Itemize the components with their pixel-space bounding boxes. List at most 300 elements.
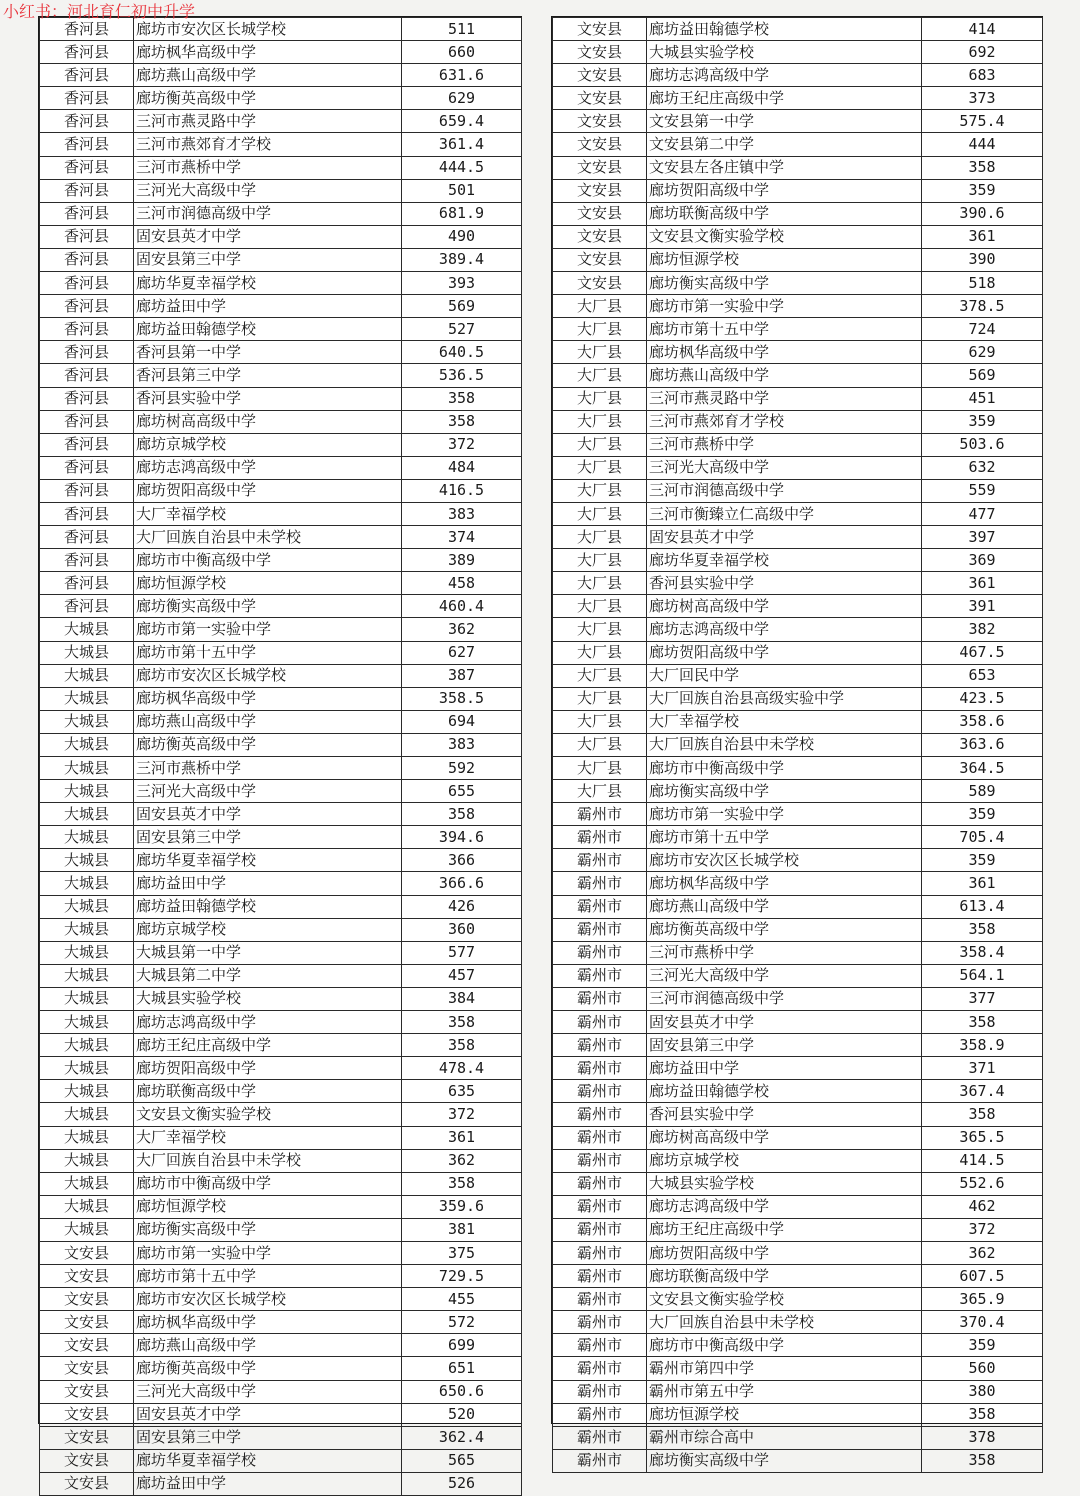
score-cell: 383 bbox=[402, 502, 522, 525]
school-cell: 三河市燕灵路中学 bbox=[134, 110, 402, 133]
county-cell: 大城县 bbox=[40, 1011, 134, 1034]
score-table-left-body bbox=[40, 18, 522, 1496]
school-cell: 廊坊贺阳高级中学 bbox=[647, 641, 922, 664]
table-row bbox=[40, 1172, 522, 1195]
school-cell: 霸州市综合高中 bbox=[647, 1426, 922, 1449]
county-cell: 文安县 bbox=[553, 64, 647, 87]
county-cell: 大城县 bbox=[40, 895, 134, 918]
county-cell: 大城县 bbox=[40, 826, 134, 849]
county-cell: 大厂县 bbox=[553, 780, 647, 803]
county-cell: 大厂县 bbox=[553, 387, 647, 410]
score-cell: 650.6 bbox=[402, 1380, 522, 1403]
county-cell: 大厂县 bbox=[553, 318, 647, 341]
school-cell: 三河市润德高级中学 bbox=[647, 479, 922, 502]
table-row bbox=[553, 757, 1043, 780]
county-cell: 香河县 bbox=[40, 549, 134, 572]
table-row bbox=[553, 618, 1043, 641]
score-cell: 640.5 bbox=[402, 341, 522, 364]
county-cell: 香河县 bbox=[40, 526, 134, 549]
school-cell: 廊坊市第十五中学 bbox=[134, 641, 402, 664]
county-cell: 文安县 bbox=[553, 18, 647, 41]
county-cell: 大城县 bbox=[40, 757, 134, 780]
school-cell: 香河县实验中学 bbox=[647, 1103, 922, 1126]
table-row bbox=[553, 179, 1043, 202]
county-cell: 霸州市 bbox=[553, 941, 647, 964]
school-cell: 廊坊华夏幸福学校 bbox=[134, 849, 402, 872]
table-row bbox=[40, 456, 522, 479]
school-cell: 廊坊益田翰德学校 bbox=[134, 318, 402, 341]
county-cell: 文安县 bbox=[40, 1357, 134, 1380]
school-cell: 廊坊衡实高级中学 bbox=[134, 1218, 402, 1241]
school-cell: 三河市润德高级中学 bbox=[134, 202, 402, 225]
table-row bbox=[553, 733, 1043, 756]
school-cell: 三河市润德高级中学 bbox=[647, 987, 922, 1010]
score-table-right bbox=[552, 17, 1043, 1473]
county-cell: 大厂县 bbox=[553, 456, 647, 479]
school-cell: 廊坊市第一实验中学 bbox=[647, 295, 922, 318]
county-cell: 大厂县 bbox=[553, 549, 647, 572]
score-cell: 358 bbox=[402, 1034, 522, 1057]
school-cell: 固安县英才中学 bbox=[647, 526, 922, 549]
table-row bbox=[553, 41, 1043, 64]
score-cell: 358 bbox=[922, 1403, 1043, 1426]
school-cell: 廊坊联衡高级中学 bbox=[647, 1265, 922, 1288]
county-cell: 大城县 bbox=[40, 918, 134, 941]
table-row bbox=[553, 826, 1043, 849]
table-row bbox=[40, 1449, 522, 1472]
table-row bbox=[553, 895, 1043, 918]
school-cell: 廊坊恒源学校 bbox=[134, 572, 402, 595]
county-cell: 霸州市 bbox=[553, 964, 647, 987]
table-row bbox=[40, 1103, 522, 1126]
county-cell: 香河县 bbox=[40, 456, 134, 479]
table-row bbox=[553, 295, 1043, 318]
school-cell: 文安县文衡实验学校 bbox=[647, 1288, 922, 1311]
table-row bbox=[553, 502, 1043, 525]
table-row bbox=[40, 918, 522, 941]
county-cell: 文安县 bbox=[40, 1472, 134, 1495]
school-cell: 大厂回民中学 bbox=[647, 664, 922, 687]
score-cell: 358.6 bbox=[922, 710, 1043, 733]
score-cell: 699 bbox=[402, 1334, 522, 1357]
score-cell: 397 bbox=[922, 526, 1043, 549]
school-cell: 大城县实验学校 bbox=[647, 1172, 922, 1195]
county-cell: 香河县 bbox=[40, 64, 134, 87]
school-cell: 廊坊市安次区长城学校 bbox=[134, 18, 402, 41]
county-cell: 大城县 bbox=[40, 1218, 134, 1241]
county-cell: 大城县 bbox=[40, 1080, 134, 1103]
table-row bbox=[40, 479, 522, 502]
table-row bbox=[40, 1241, 522, 1264]
score-cell: 358 bbox=[922, 918, 1043, 941]
table-row bbox=[40, 826, 522, 849]
score-cell: 358.4 bbox=[922, 941, 1043, 964]
county-cell: 香河县 bbox=[40, 502, 134, 525]
table-row bbox=[40, 1288, 522, 1311]
score-cell: 692 bbox=[922, 41, 1043, 64]
school-cell: 文安县文衡实验学校 bbox=[134, 1103, 402, 1126]
county-cell: 大城县 bbox=[40, 710, 134, 733]
county-cell: 霸州市 bbox=[553, 1195, 647, 1218]
table-row bbox=[40, 410, 522, 433]
table-row bbox=[553, 526, 1043, 549]
school-cell: 三河光大高级中学 bbox=[134, 780, 402, 803]
table-row bbox=[553, 1403, 1043, 1426]
table-row bbox=[553, 202, 1043, 225]
score-cell: 629 bbox=[922, 341, 1043, 364]
table-row bbox=[40, 341, 522, 364]
table-row bbox=[40, 248, 522, 271]
school-cell: 廊坊枫华高级中学 bbox=[134, 687, 402, 710]
table-row bbox=[40, 1218, 522, 1241]
school-cell: 香河县第一中学 bbox=[134, 341, 402, 364]
school-cell: 廊坊恒源学校 bbox=[647, 248, 922, 271]
table-row bbox=[40, 156, 522, 179]
county-cell: 香河县 bbox=[40, 410, 134, 433]
table-row bbox=[40, 1057, 522, 1080]
table-row bbox=[553, 110, 1043, 133]
score-cell: 423.5 bbox=[922, 687, 1043, 710]
table-row bbox=[40, 110, 522, 133]
school-cell: 固安县英才中学 bbox=[134, 803, 402, 826]
school-cell: 廊坊王纪庄高级中学 bbox=[134, 1034, 402, 1057]
school-cell: 廊坊枫华高级中学 bbox=[647, 872, 922, 895]
county-cell: 文安县 bbox=[40, 1288, 134, 1311]
table-row bbox=[40, 1265, 522, 1288]
score-cell: 536.5 bbox=[402, 364, 522, 387]
table-row bbox=[553, 803, 1043, 826]
table-row bbox=[40, 1011, 522, 1034]
school-cell: 廊坊恒源学校 bbox=[647, 1403, 922, 1426]
table-row bbox=[40, 757, 522, 780]
school-cell: 固安县英才中学 bbox=[134, 1403, 402, 1426]
school-cell: 廊坊树高高级中学 bbox=[647, 595, 922, 618]
county-cell: 文安县 bbox=[553, 179, 647, 202]
school-cell: 三河市燕桥中学 bbox=[134, 156, 402, 179]
county-cell: 大厂县 bbox=[553, 526, 647, 549]
school-cell: 大厂幸福学校 bbox=[647, 710, 922, 733]
score-cell: 358 bbox=[402, 387, 522, 410]
school-cell: 大城县实验学校 bbox=[647, 41, 922, 64]
county-cell: 大厂县 bbox=[553, 433, 647, 456]
county-cell: 霸州市 bbox=[553, 803, 647, 826]
table-row bbox=[40, 1311, 522, 1334]
county-cell: 大厂县 bbox=[553, 641, 647, 664]
school-cell: 廊坊市安次区长城学校 bbox=[647, 849, 922, 872]
table-row bbox=[553, 1195, 1043, 1218]
table-row bbox=[40, 133, 522, 156]
county-cell: 大城县 bbox=[40, 987, 134, 1010]
school-cell: 廊坊衡实高级中学 bbox=[647, 272, 922, 295]
school-cell: 大厂回族自治县中未学校 bbox=[134, 526, 402, 549]
school-cell: 大厂回族自治县中未学校 bbox=[647, 1311, 922, 1334]
score-cell: 361 bbox=[922, 225, 1043, 248]
table-row bbox=[553, 849, 1043, 872]
score-cell: 478.4 bbox=[402, 1057, 522, 1080]
county-cell: 文安县 bbox=[40, 1380, 134, 1403]
school-cell: 廊坊王纪庄高级中学 bbox=[647, 1218, 922, 1241]
county-cell: 文安县 bbox=[40, 1265, 134, 1288]
table-row bbox=[553, 156, 1043, 179]
school-cell: 固安县英才中学 bbox=[647, 1011, 922, 1034]
score-cell: 373 bbox=[922, 87, 1043, 110]
table-row bbox=[553, 87, 1043, 110]
school-cell: 大厂回族自治县中未学校 bbox=[134, 1149, 402, 1172]
table-row bbox=[553, 433, 1043, 456]
county-cell: 大厂县 bbox=[553, 687, 647, 710]
score-cell: 359 bbox=[922, 803, 1043, 826]
county-cell: 大厂县 bbox=[553, 595, 647, 618]
table-row bbox=[40, 387, 522, 410]
score-cell: 358 bbox=[402, 1011, 522, 1034]
county-cell: 大城县 bbox=[40, 780, 134, 803]
county-cell: 霸州市 bbox=[553, 1011, 647, 1034]
county-cell: 大厂县 bbox=[553, 479, 647, 502]
score-cell: 681.9 bbox=[402, 202, 522, 225]
score-cell: 511 bbox=[402, 18, 522, 41]
county-cell: 香河县 bbox=[40, 341, 134, 364]
table-row bbox=[40, 941, 522, 964]
score-cell: 372 bbox=[402, 1103, 522, 1126]
score-cell: 372 bbox=[402, 433, 522, 456]
school-cell: 廊坊市安次区长城学校 bbox=[134, 664, 402, 687]
county-cell: 大城县 bbox=[40, 733, 134, 756]
score-cell: 387 bbox=[402, 664, 522, 687]
table-row bbox=[40, 41, 522, 64]
school-cell: 文安县文衡实验学校 bbox=[647, 225, 922, 248]
table-row bbox=[40, 849, 522, 872]
score-cell: 359 bbox=[922, 179, 1043, 202]
school-cell: 廊坊市第十五中学 bbox=[647, 318, 922, 341]
school-cell: 廊坊燕山高级中学 bbox=[134, 1334, 402, 1357]
table-row bbox=[40, 1472, 522, 1495]
score-cell: 361 bbox=[402, 1126, 522, 1149]
score-cell: 632 bbox=[922, 456, 1043, 479]
school-cell: 廊坊市第一实验中学 bbox=[134, 618, 402, 641]
score-cell: 362 bbox=[922, 1241, 1043, 1264]
county-cell: 大城县 bbox=[40, 1034, 134, 1057]
county-cell: 霸州市 bbox=[553, 872, 647, 895]
table-row bbox=[40, 318, 522, 341]
school-cell: 廊坊益田中学 bbox=[134, 295, 402, 318]
county-cell: 香河县 bbox=[40, 133, 134, 156]
school-cell: 廊坊衡英高级中学 bbox=[134, 733, 402, 756]
county-cell: 大城县 bbox=[40, 664, 134, 687]
school-cell: 霸州市第四中学 bbox=[647, 1357, 922, 1380]
score-cell: 724 bbox=[922, 318, 1043, 341]
table-row bbox=[40, 964, 522, 987]
school-cell: 三河光大高级中学 bbox=[647, 964, 922, 987]
score-cell: 358 bbox=[402, 803, 522, 826]
score-cell: 378 bbox=[922, 1426, 1043, 1449]
table-row bbox=[553, 1218, 1043, 1241]
school-cell: 廊坊联衡高级中学 bbox=[134, 1080, 402, 1103]
school-cell: 三河市燕桥中学 bbox=[647, 941, 922, 964]
score-cell: 451 bbox=[922, 387, 1043, 410]
table-row bbox=[40, 664, 522, 687]
county-cell: 大厂县 bbox=[553, 710, 647, 733]
school-cell: 廊坊贺阳高级中学 bbox=[647, 1241, 922, 1264]
county-cell: 大厂县 bbox=[553, 410, 647, 433]
table-row bbox=[40, 1357, 522, 1380]
score-cell: 552.6 bbox=[922, 1172, 1043, 1195]
school-cell: 固安县第三中学 bbox=[134, 248, 402, 271]
score-cell: 694 bbox=[402, 710, 522, 733]
county-cell: 大城县 bbox=[40, 1103, 134, 1126]
score-cell: 358 bbox=[402, 1172, 522, 1195]
table-row bbox=[553, 710, 1043, 733]
score-cell: 520 bbox=[402, 1403, 522, 1426]
score-cell: 607.5 bbox=[922, 1265, 1043, 1288]
score-cell: 503.6 bbox=[922, 433, 1043, 456]
score-cell: 358 bbox=[402, 410, 522, 433]
table-row bbox=[553, 272, 1043, 295]
school-cell: 廊坊市第十五中学 bbox=[647, 826, 922, 849]
score-cell: 559 bbox=[922, 479, 1043, 502]
school-cell: 三河市衡臻立仁高级中学 bbox=[647, 502, 922, 525]
county-cell: 霸州市 bbox=[553, 1172, 647, 1195]
county-cell: 霸州市 bbox=[553, 1403, 647, 1426]
county-cell: 大厂县 bbox=[553, 341, 647, 364]
score-cell: 426 bbox=[402, 895, 522, 918]
county-cell: 香河县 bbox=[40, 479, 134, 502]
score-cell: 390.6 bbox=[922, 202, 1043, 225]
score-cell: 577 bbox=[402, 941, 522, 964]
county-cell: 文安县 bbox=[40, 1426, 134, 1449]
score-cell: 414.5 bbox=[922, 1149, 1043, 1172]
table-row bbox=[40, 433, 522, 456]
school-cell: 廊坊联衡高级中学 bbox=[647, 202, 922, 225]
school-cell: 香河县第三中学 bbox=[134, 364, 402, 387]
school-cell: 廊坊衡英高级中学 bbox=[134, 87, 402, 110]
county-cell: 大城县 bbox=[40, 1172, 134, 1195]
score-cell: 393 bbox=[402, 272, 522, 295]
county-cell: 香河县 bbox=[40, 433, 134, 456]
county-cell: 文安县 bbox=[553, 156, 647, 179]
school-cell: 廊坊益田翰德学校 bbox=[647, 1080, 922, 1103]
county-cell: 霸州市 bbox=[553, 1311, 647, 1334]
score-cell: 375 bbox=[402, 1241, 522, 1264]
county-cell: 大厂县 bbox=[553, 295, 647, 318]
county-cell: 霸州市 bbox=[553, 1449, 647, 1472]
school-cell: 三河市燕桥中学 bbox=[134, 757, 402, 780]
table-row bbox=[40, 526, 522, 549]
score-cell: 365.5 bbox=[922, 1126, 1043, 1149]
table-row bbox=[553, 687, 1043, 710]
table-row bbox=[553, 410, 1043, 433]
school-cell: 三河市燕郊育才学校 bbox=[134, 133, 402, 156]
county-cell: 文安县 bbox=[553, 41, 647, 64]
table-row bbox=[40, 710, 522, 733]
table-row bbox=[553, 1449, 1043, 1472]
table-row bbox=[40, 803, 522, 826]
county-cell: 霸州市 bbox=[553, 1380, 647, 1403]
school-cell: 廊坊益田中学 bbox=[134, 872, 402, 895]
school-cell: 文安县左各庄镇中学 bbox=[647, 156, 922, 179]
school-cell: 固安县英才中学 bbox=[134, 225, 402, 248]
watermark-text: 小红书：河北育仁初中升学 bbox=[3, 2, 196, 21]
table-row bbox=[553, 1380, 1043, 1403]
county-cell: 霸州市 bbox=[553, 1057, 647, 1080]
score-cell: 363.6 bbox=[922, 733, 1043, 756]
county-cell: 大城县 bbox=[40, 1057, 134, 1080]
school-cell: 廊坊志鸿高级中学 bbox=[647, 64, 922, 87]
score-cell: 683 bbox=[922, 64, 1043, 87]
county-cell: 大厂县 bbox=[553, 364, 647, 387]
county-cell: 文安县 bbox=[40, 1311, 134, 1334]
school-cell: 廊坊志鸿高级中学 bbox=[647, 618, 922, 641]
score-cell: 361 bbox=[922, 872, 1043, 895]
county-cell: 大城县 bbox=[40, 1149, 134, 1172]
county-cell: 大城县 bbox=[40, 1195, 134, 1218]
county-cell: 大城县 bbox=[40, 687, 134, 710]
school-cell: 廊坊市中衡高级中学 bbox=[647, 757, 922, 780]
county-cell: 霸州市 bbox=[553, 1103, 647, 1126]
score-cell: 613.4 bbox=[922, 895, 1043, 918]
table-row bbox=[553, 1126, 1043, 1149]
score-cell: 729.5 bbox=[402, 1265, 522, 1288]
table-row bbox=[553, 1011, 1043, 1034]
table-row bbox=[553, 1149, 1043, 1172]
score-cell: 444.5 bbox=[402, 156, 522, 179]
school-cell: 廊坊市第一实验中学 bbox=[134, 1241, 402, 1264]
county-cell: 大城县 bbox=[40, 849, 134, 872]
county-cell: 霸州市 bbox=[553, 987, 647, 1010]
school-cell: 三河光大高级中学 bbox=[647, 456, 922, 479]
score-cell: 366.6 bbox=[402, 872, 522, 895]
school-cell: 三河市燕桥中学 bbox=[647, 433, 922, 456]
county-cell: 大厂县 bbox=[553, 618, 647, 641]
school-cell: 廊坊市安次区长城学校 bbox=[134, 1288, 402, 1311]
county-cell: 大城县 bbox=[40, 941, 134, 964]
school-cell: 廊坊燕山高级中学 bbox=[647, 895, 922, 918]
table-row bbox=[553, 941, 1043, 964]
table-row bbox=[553, 364, 1043, 387]
school-cell: 廊坊京城学校 bbox=[134, 918, 402, 941]
school-cell: 廊坊京城学校 bbox=[134, 433, 402, 456]
table-row bbox=[553, 225, 1043, 248]
county-cell: 大城县 bbox=[40, 964, 134, 987]
score-cell: 526 bbox=[402, 1472, 522, 1495]
school-cell: 廊坊市中衡高级中学 bbox=[134, 549, 402, 572]
table-row bbox=[553, 918, 1043, 941]
school-cell: 廊坊衡实高级中学 bbox=[647, 1449, 922, 1472]
score-cell: 391 bbox=[922, 595, 1043, 618]
school-cell: 廊坊衡实高级中学 bbox=[647, 780, 922, 803]
score-cell: 569 bbox=[922, 364, 1043, 387]
school-cell: 大厂回族自治县高级实验中学 bbox=[647, 687, 922, 710]
table-row bbox=[553, 664, 1043, 687]
score-table-right-sheet bbox=[551, 16, 1043, 1470]
table-row bbox=[553, 18, 1043, 41]
county-cell: 霸州市 bbox=[553, 1288, 647, 1311]
score-cell: 467.5 bbox=[922, 641, 1043, 664]
school-cell: 廊坊恒源学校 bbox=[134, 1195, 402, 1218]
school-cell: 香河县实验中学 bbox=[647, 572, 922, 595]
county-cell: 文安县 bbox=[553, 133, 647, 156]
table-row bbox=[553, 1311, 1043, 1334]
table-row bbox=[553, 456, 1043, 479]
table-row bbox=[40, 895, 522, 918]
score-cell: 705.4 bbox=[922, 826, 1043, 849]
county-cell: 香河县 bbox=[40, 364, 134, 387]
school-cell: 文安县第一中学 bbox=[647, 110, 922, 133]
school-cell: 廊坊燕山高级中学 bbox=[134, 64, 402, 87]
county-cell: 霸州市 bbox=[553, 1426, 647, 1449]
score-cell: 389.4 bbox=[402, 248, 522, 271]
score-cell: 374 bbox=[402, 526, 522, 549]
county-cell: 霸州市 bbox=[553, 1265, 647, 1288]
